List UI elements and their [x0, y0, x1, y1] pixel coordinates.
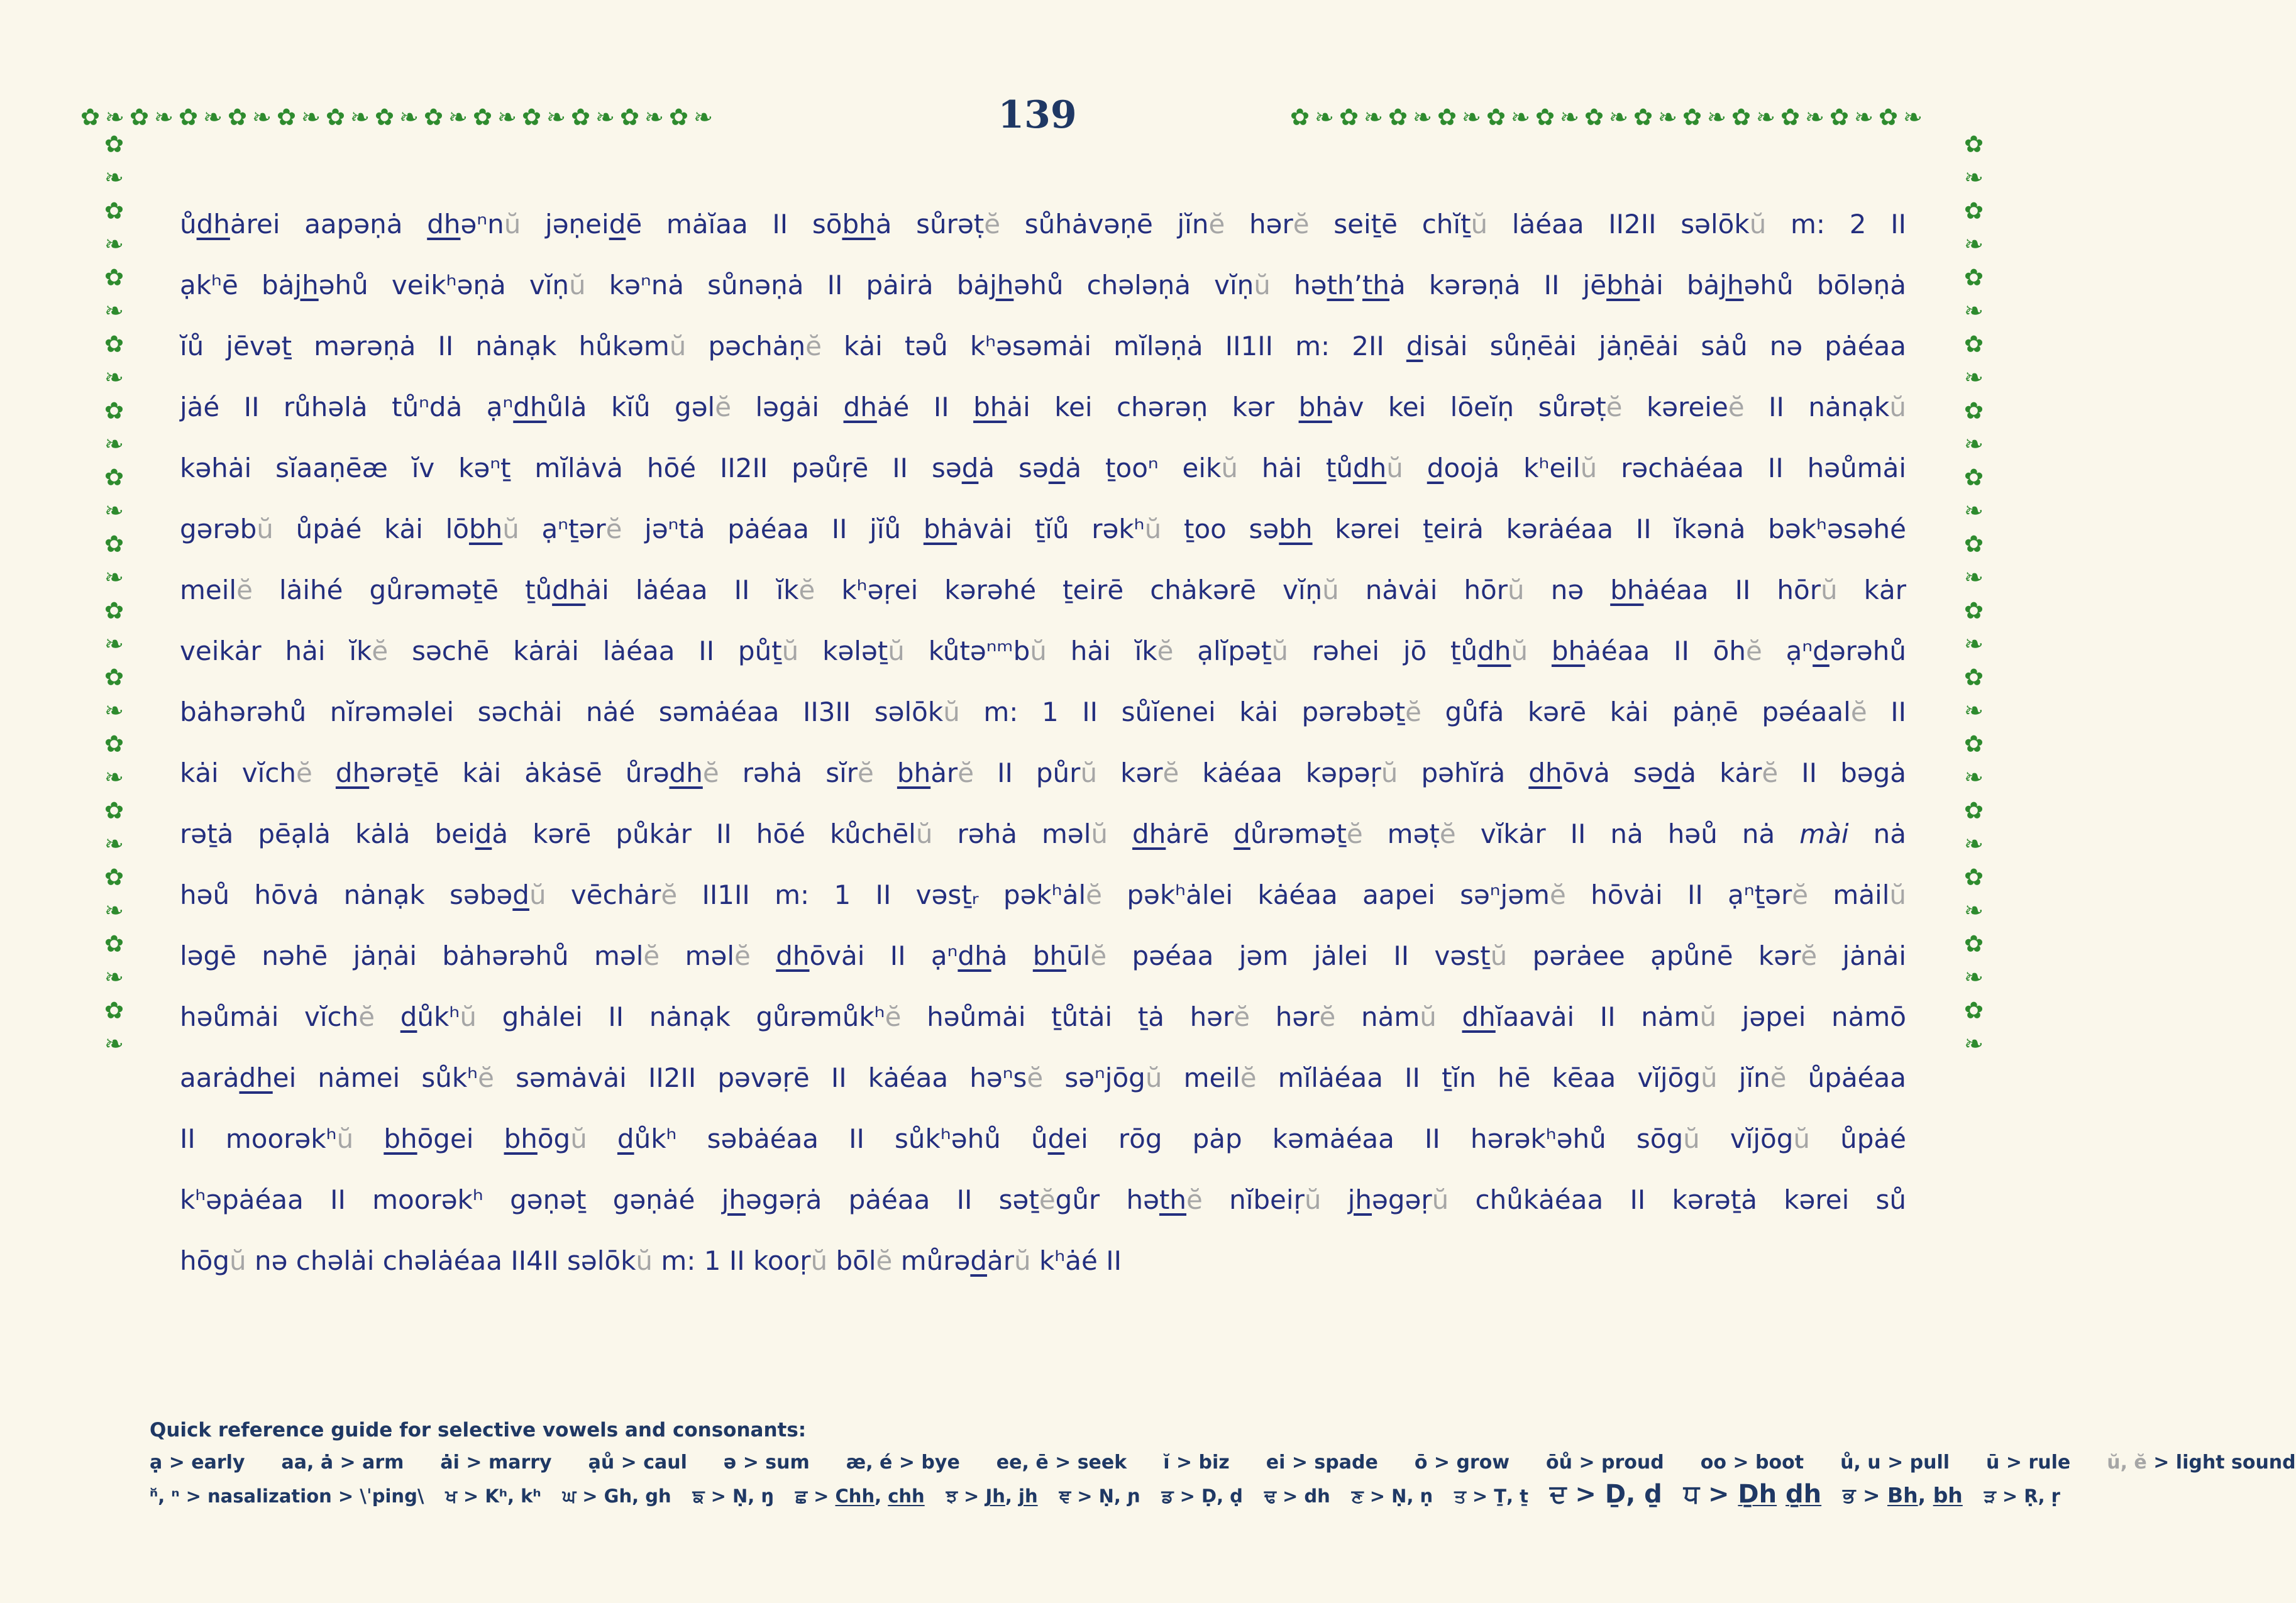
guide-item: oo > boot: [1700, 1452, 1804, 1474]
guide-item: aa, ȧ > arm: [281, 1452, 404, 1474]
guide-item: ਭ > Bh, bh: [1843, 1483, 1963, 1507]
floral-border-top-left: ✿❧✿❧✿❧✿❧✿❧✿❧✿❧✿❧✿❧✿❧✿❧✿❧✿❧: [80, 104, 719, 131]
guide-item: ạ > early: [150, 1452, 245, 1474]
quick-reference-guide: [150, 1418, 2296, 1509]
guide-item: ōů > proud: [1546, 1452, 1664, 1474]
text-line-1: ůdhȧrei aapəṇȧ dhəⁿnŭ jəṇeidē mȧĭaa II sōbhȧ sůrəṭĕ sůhȧvəṇē jĭnĕ hərĕ seiṯē chĭṯŭ lȧéaa II2II səlōkŭ m: 2 II: [180, 209, 1906, 240]
text-line-16: II moorəkʰŭ bhōgei bhōgŭ důkʰ səbȧéaa II sůkʰəhů ůdei rōg pȧp kəmȧéaa II hərəkʰəhů sōgŭ vĭjōgŭ ůpȧé: [180, 1123, 1906, 1154]
guide-item: ਡ > Ḍ, ḍ: [1161, 1485, 1243, 1507]
guide-row-vowels: [150, 1452, 2296, 1474]
page-number: 139: [998, 93, 1077, 137]
text-line-5: kəhȧi sĭaaṇēæ ĭv kəⁿṯ mĭlȧvȧ hōé II2II pəůṛē II sədȧ sədȧ ṯooⁿ eikŭ hȧi ṯůdhŭ doojȧ kʰeilŭ rəchȧéaa II həůmȧi: [180, 453, 1907, 483]
guide-item: ਧ > Ḏh ḏh: [1683, 1480, 1822, 1509]
guide-item: ਘ > Gh, gh: [562, 1485, 671, 1507]
guide-item: æ, é > bye: [846, 1452, 960, 1474]
guide-item: ਤ > Ṯ, ṯ: [1454, 1485, 1529, 1507]
guide-item: ਣ > Ṇ, ṇ: [1351, 1485, 1433, 1507]
text-line-8: veikȧr hȧi ĭkĕ səchē kȧrȧi lȧéaa II půṯŭ kələṯŭ kůtəⁿᵐbŭ hȧi ĭkĕ ạlĭpəṯŭ rəhei jō ṯůdhŭ bhȧéaa II ōhĕ ạⁿdərəhů: [180, 636, 1907, 666]
guide-item: ਢ > dh: [1264, 1485, 1330, 1507]
guide-item: ਙ > Ṇ, ŋ: [692, 1485, 774, 1507]
floral-border-top-right: ✿❧✿❧✿❧✿❧✿❧✿❧✿❧✿❧✿❧✿❧✿❧✿❧✿❧: [1290, 104, 1928, 131]
text-line-17: kʰəpȧéaa II moorəkʰ gəṇəṯ gəṇȧé jhəgəṛȧ pȧéaa II səṯĕgůr həthĕ nĭbeiṛŭ jhəgəṛŭ chůkȧéaa II kərəṯȧ kərei sů: [180, 1184, 1906, 1215]
text-line-13: ləgē nəhē jȧṇȧi bȧhərəhů məlĕ məlĕ dhōvȧi II ạⁿdhȧ bhūlĕ pəéaa jəm jȧlei II vəsṯŭ pərȧee ạpůnē kərĕ jȧnȧi: [180, 940, 1906, 971]
text-line-6: gərəbŭ ůpȧé kȧi lōbhŭ ạⁿṯərĕ jəⁿtȧ pȧéaa II jĭů bhȧvȧi ṯĭů rəkʰŭ ṯoo səbh kərei ṯeirȧ kərȧéaa II ĭkənȧ bəkʰəsəhé: [180, 514, 1906, 544]
guide-item: ŭ, ĕ > light sound: [2107, 1452, 2296, 1474]
guide-item: ਞ > Ṇ, ɲ: [1059, 1485, 1140, 1507]
guide-item: ō > grow: [1414, 1452, 1510, 1474]
guide-item: ⁿ̆, ⁿ > nasalization > \ˈping\: [150, 1485, 424, 1507]
text-line-2: ạkʰē bȧjhəhů veikʰəṇȧ vĭṇŭ kəⁿnȧ sůnəṇȧ II pȧirȧ bȧjhəhů chələṇȧ vĭṇŭ həth’thȧ kərəṇȧ II jēbhȧi bȧjhəhů bōləṇȧ: [180, 270, 1906, 300]
guide-row-consonants: [150, 1480, 2060, 1509]
guide-item: ੜ > Ṛ, ṛ: [1984, 1485, 2060, 1507]
text-line-4: jȧé II růhəlȧ tůⁿdȧ ạⁿdhůlȧ kĭů gəlĕ ləgȧi dhȧé II bhȧi kei chərəṇ kər bhȧv kei lōeĭṇ sůrəṭĕ kəreieĕ II nȧnạkŭ: [180, 392, 1906, 422]
text-line-10: kȧi vĭchĕ dhərəṯē kȧi ȧkȧsē ůrədhĕ rəhȧ sĭrĕ bhȧrĕ II půrŭ kərĕ kȧéaa kəpəṛŭ pəhĭrȧ dhōvȧ sədȧ kȧrĕ II bəgȧ: [180, 757, 1906, 788]
floral-border-left: ✿❧✿❧✿❧✿❧✿❧✿❧✿❧✿❧✿❧✿❧✿❧✿❧✿❧✿❧: [101, 131, 128, 1064]
guide-item: ਦ > Ḏ, ḏ: [1550, 1480, 1662, 1509]
guide-item: ee, ē > seek: [996, 1452, 1127, 1474]
text-line-9: bȧhərəhů nĭrəməlei səchȧi nȧé səmȧéaa II3II səlōkŭ m: 1 II sůĭenei kȧi pərəbəṯĕ gůfȧ kərē kȧi pȧṇē pəéaalĕ II: [180, 697, 1906, 727]
text-line-12: həů hōvȧ nȧnạk səbədŭ vēchȧrĕ II1II m: 1 II vəsṯᵣ pəkʰȧlĕ pəkʰȧlei kȧéaa aapei səⁿjəmĕ hōvȧi II ạⁿṯərĕ mȧilŭ: [180, 879, 1907, 910]
guide-item: ȧi > marry: [440, 1452, 552, 1474]
guide-item: ĭ > biz: [1163, 1452, 1230, 1474]
text-line-15: aarȧdhei nȧmei sůkʰĕ səmȧvȧi II2II pəvəṛē II kȧéaa həⁿsĕ səⁿjōgŭ meilĕ mĭlȧéaa II ṯĭn hē kēaa vĭjōgŭ jĭnĕ ůpȧéaa: [180, 1062, 1906, 1093]
guide-item: ਛ > Chh, chh: [795, 1485, 925, 1507]
guide-item: ei > spade: [1266, 1452, 1378, 1474]
text-line-14: həůmȧi vĭchĕ důkʰŭ ghȧlei II nȧnạk gůrəmůkʰĕ həůmȧi ṯůtȧi ṯȧ hərĕ hərĕ nȧmŭ dhĭaavȧi II nȧmŭ jəpei nȧmō: [180, 1001, 1906, 1032]
text-line-3: ĭů jēvəṯ mərəṇȧ II nȧnạk hůkəmŭ pəchȧṇĕ kȧi təů kʰəsəmȧi mĭləṇȧ II1II m: 2II disȧi sůṇēȧi jȧṇēȧi sȧů nə pȧéaa: [180, 331, 1907, 361]
text-line-11: rəṯȧ pēạlȧ kȧlȧ beidȧ kərē půkȧr II hōé kůchēlŭ rəhȧ məlŭ dhȧrē důrəməṯĕ məṭĕ vĭkȧr II nȧ həů nȧ mài nȧ: [180, 818, 1906, 849]
guide-item: ạů > caul: [588, 1452, 687, 1474]
guide-item: ū > rule: [1986, 1452, 2071, 1474]
guide-item: ů, u > pull: [1840, 1452, 1950, 1474]
guide-item: ਖ > Kʰ, kʰ: [445, 1485, 541, 1507]
guide-item: ə > sum: [723, 1452, 810, 1474]
guide-heading: Quick reference guide for selective vowels and consonants:: [150, 1419, 807, 1441]
floral-border-right: ✿❧✿❧✿❧✿❧✿❧✿❧✿❧✿❧✿❧✿❧✿❧✿❧✿❧✿❧: [1960, 131, 1987, 1064]
guide-item: ਝ > Jh, jh: [946, 1485, 1038, 1507]
text-line-7: meilĕ lȧihé gůrəməṯē ṯůdhȧi lȧéaa II ĭkĕ kʰəṛei kərəhé ṯeirē chȧkərē vĭṇŭ nȧvȧi hōrŭ nə bhȧéaa II hōrŭ kȧr: [180, 575, 1906, 605]
scripture-transliteration-text: [180, 194, 1906, 1291]
text-line-18: hōgŭ nə chəlȧi chəlȧéaa II4II səlōkŭ m: 1 II kooṛŭ bōlĕ můrədȧrŭ kʰȧé II: [180, 1245, 1122, 1276]
